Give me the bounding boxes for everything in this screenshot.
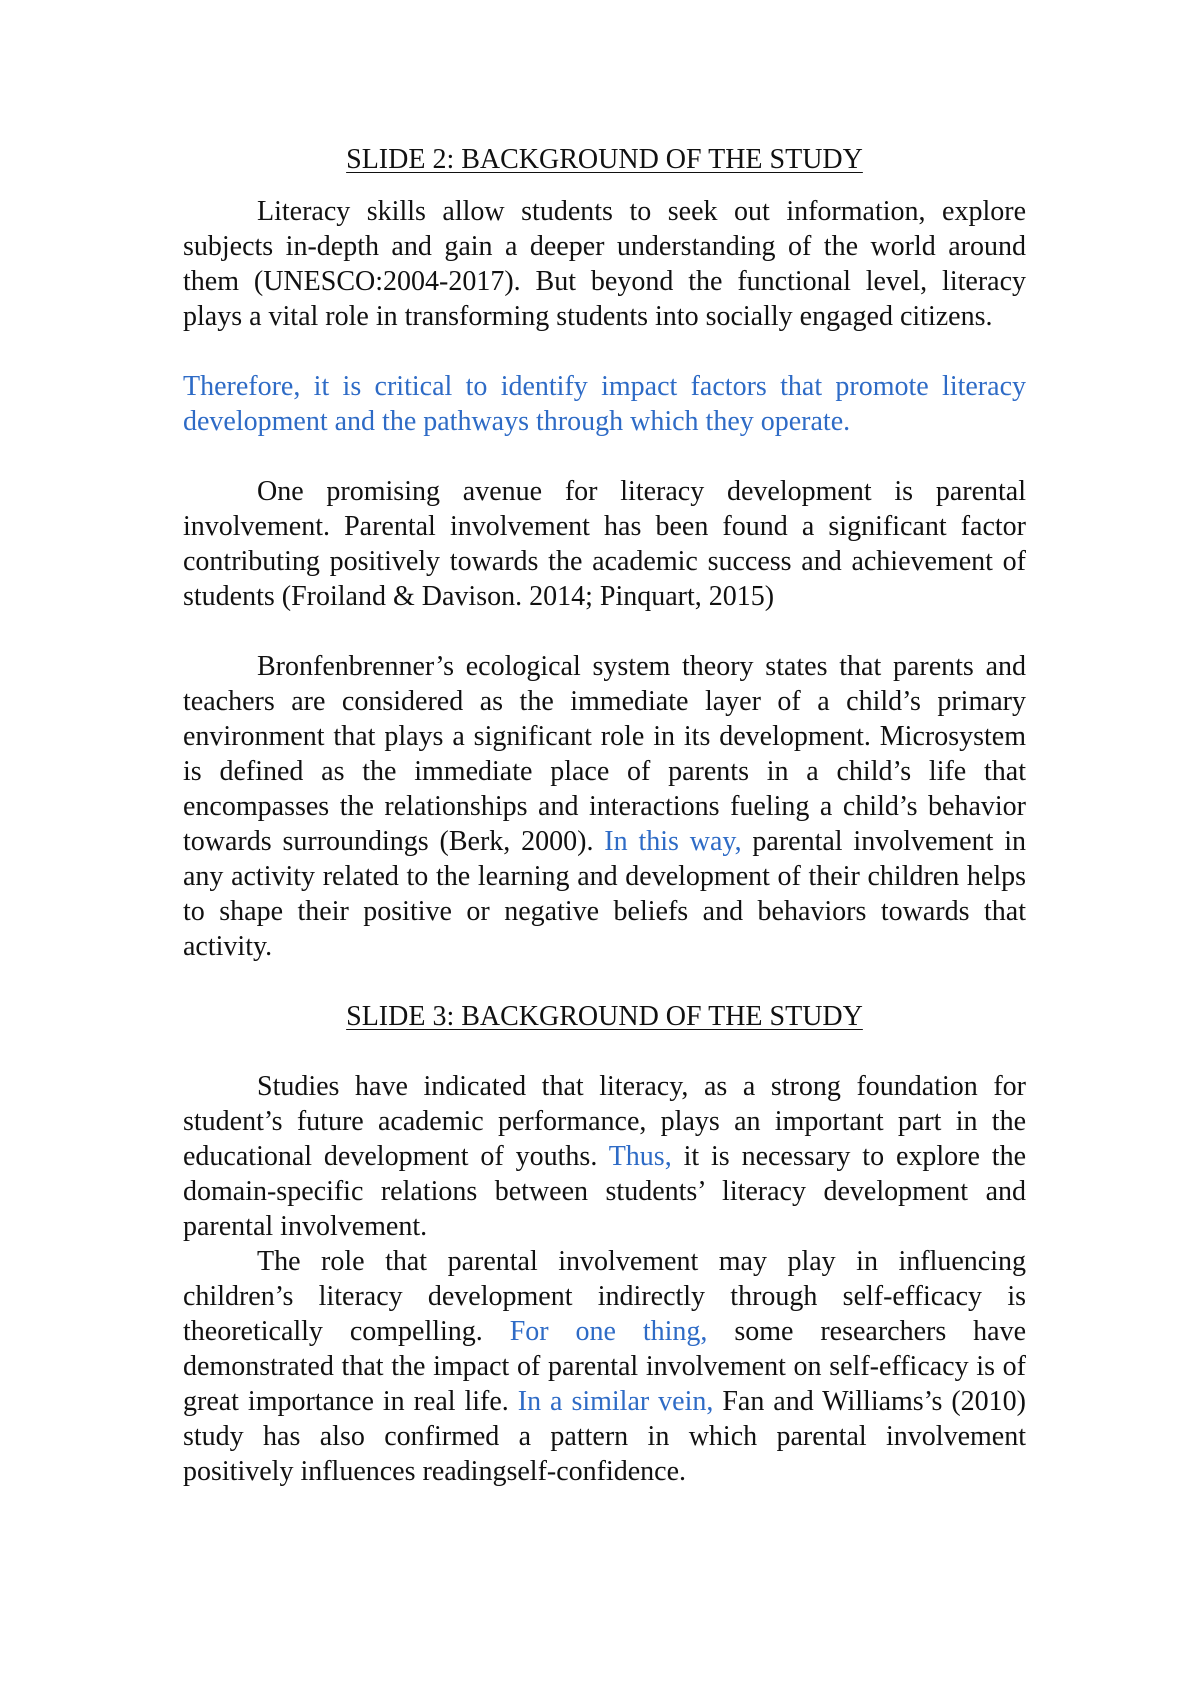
slide-3-heading: SLIDE 3: BACKGROUND OF THE STUDY <box>346 1001 863 1032</box>
paragraph-text: it is necessary to explore the domain-specific relations between students’ literacy development and parental involvement. <box>183 1141 1026 1242</box>
paragraph-text: some researchers have demonstrated that the impact of parental involvement on self-efficacy is of great importance in real life. <box>183 1316 1026 1417</box>
paragraph-text: Fan and Williams’s (2010) study has also confirmed a pattern in which parental involvement positively influences readingself-confidence. <box>183 1386 1026 1487</box>
transition-phrase: In this way, <box>604 826 742 857</box>
slide-2-paragraph-1: Literacy skills allow students to seek out information, explore subjects in-depth and gain a deeper understanding of the world around them (UNESCO:2004-2017). But beyond the functional level, literacy plays a vital role in transforming students into socially engaged citizens. <box>183 196 1026 332</box>
paragraph-text: Studies have indicated that literacy, as a strong foundation for student’s future academic performance, plays an important part in the educational development of youths. <box>183 1071 1026 1172</box>
document-page <box>183 142 1026 1489</box>
slide-2-paragraph-3: One promising avenue for literacy development is parental involvement. Parental involvement has been found a significant factor contributing positively towards the academic success and achievement of students (Froiland & Davison. 2014; Pinquart, 2015) <box>183 476 1026 612</box>
paragraph-text: The role that parental involvement may play in influencing children’s literacy development indirectly through self-efficacy is theoretically compelling. <box>183 1246 1026 1347</box>
slide-2-paragraph-2-highlight: Therefore, it is critical to identify impact factors that promote literacy development and the pathways through which they operate. <box>183 371 1026 437</box>
paragraph-text: Bronfenbrenner’s ecological system theory states that parents and teachers are considered as the immediate layer of a child’s primary environment that plays a significant role in its development. Microsystem is defined as the immediate place of parents in a child’s life that encompasses the relationships and interactions fueling a child’s behavior towards surroundings (Berk, 2000). <box>183 651 1026 857</box>
transition-phrase: For one thing, <box>509 1316 708 1347</box>
spacer <box>183 334 1026 369</box>
paragraph-text: parental involvement in any activity related to the learning and development of their children helps to shape their positive or negative beliefs and behaviors towards that activity. <box>183 826 1027 962</box>
slide-3-paragraph-1 <box>183 1069 1026 1244</box>
spacer <box>183 439 1026 474</box>
slide-3-paragraph-2 <box>183 1244 1026 1489</box>
slide-2-paragraph-4 <box>183 649 1026 964</box>
transition-phrase: Thus, <box>608 1141 672 1172</box>
spacer <box>183 614 1026 649</box>
transition-phrase: In a similar vein, <box>517 1386 714 1417</box>
slide-2-heading: SLIDE 2: BACKGROUND OF THE STUDY <box>346 144 863 175</box>
